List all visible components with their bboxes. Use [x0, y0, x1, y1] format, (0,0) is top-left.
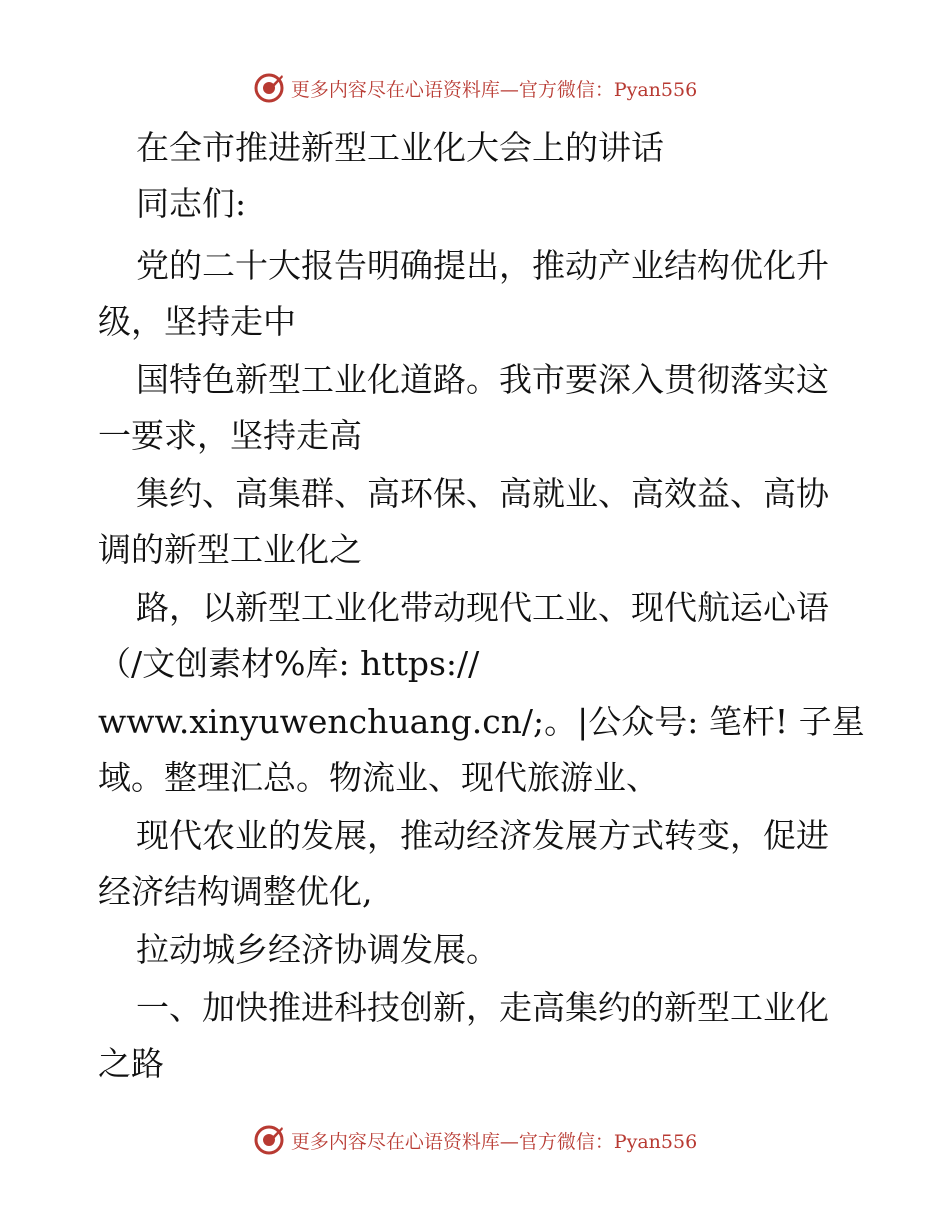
doc-line: 同志们:: [136, 184, 247, 223]
doc-line: 域。整理汇总。物流业、现代旅游业、: [98, 758, 659, 797]
doc-line: 在全市推进新型工业化大会上的讲话: [136, 128, 664, 167]
doc-line: 路，以新型工业化带动现代工业、现代航运心语: [136, 588, 829, 627]
doc-line: www.xinyuwenchuang.cn/;。|公众号: 笔杆! 子星: [98, 702, 865, 741]
doc-line: 经济结构调整优化,: [98, 872, 373, 911]
pen-logo-icon: [253, 72, 285, 104]
doc-line: 国特色新型工业化道路。我市要深入贯彻落实这: [136, 360, 829, 399]
document-body: [98, 120, 865, 1092]
doc-line: 之路: [98, 1044, 164, 1083]
doc-line: 一要求，坚持走高: [98, 416, 362, 455]
pen-logo-icon: [253, 1124, 285, 1156]
doc-line: 拉动城乡经济协调发展。: [136, 930, 499, 969]
doc-line: 现代农业的发展，推动经济发展方式转变，促进: [136, 816, 829, 855]
doc-line: 党的二十大报告明确提出，推动产业结构优化升: [136, 246, 829, 285]
doc-line: 调的新型工业化之: [98, 530, 362, 569]
doc-line: 一、加快推进科技创新，走高集约的新型工业化: [136, 988, 829, 1027]
doc-line: 集约、高集群、高环保、高就业、高效益、高协: [136, 474, 829, 513]
banner-text: 更多内容尽在心语资料库—官方微信：Pyan556: [290, 78, 698, 101]
doc-line: 级，坚持走中: [98, 302, 296, 341]
doc-line: （/文创素材%库: https://: [98, 644, 480, 683]
footer-banner: [0, 1120, 950, 1160]
banner-text: 更多内容尽在心语资料库—官方微信：Pyan556: [290, 1130, 698, 1153]
header-banner: [0, 68, 950, 108]
